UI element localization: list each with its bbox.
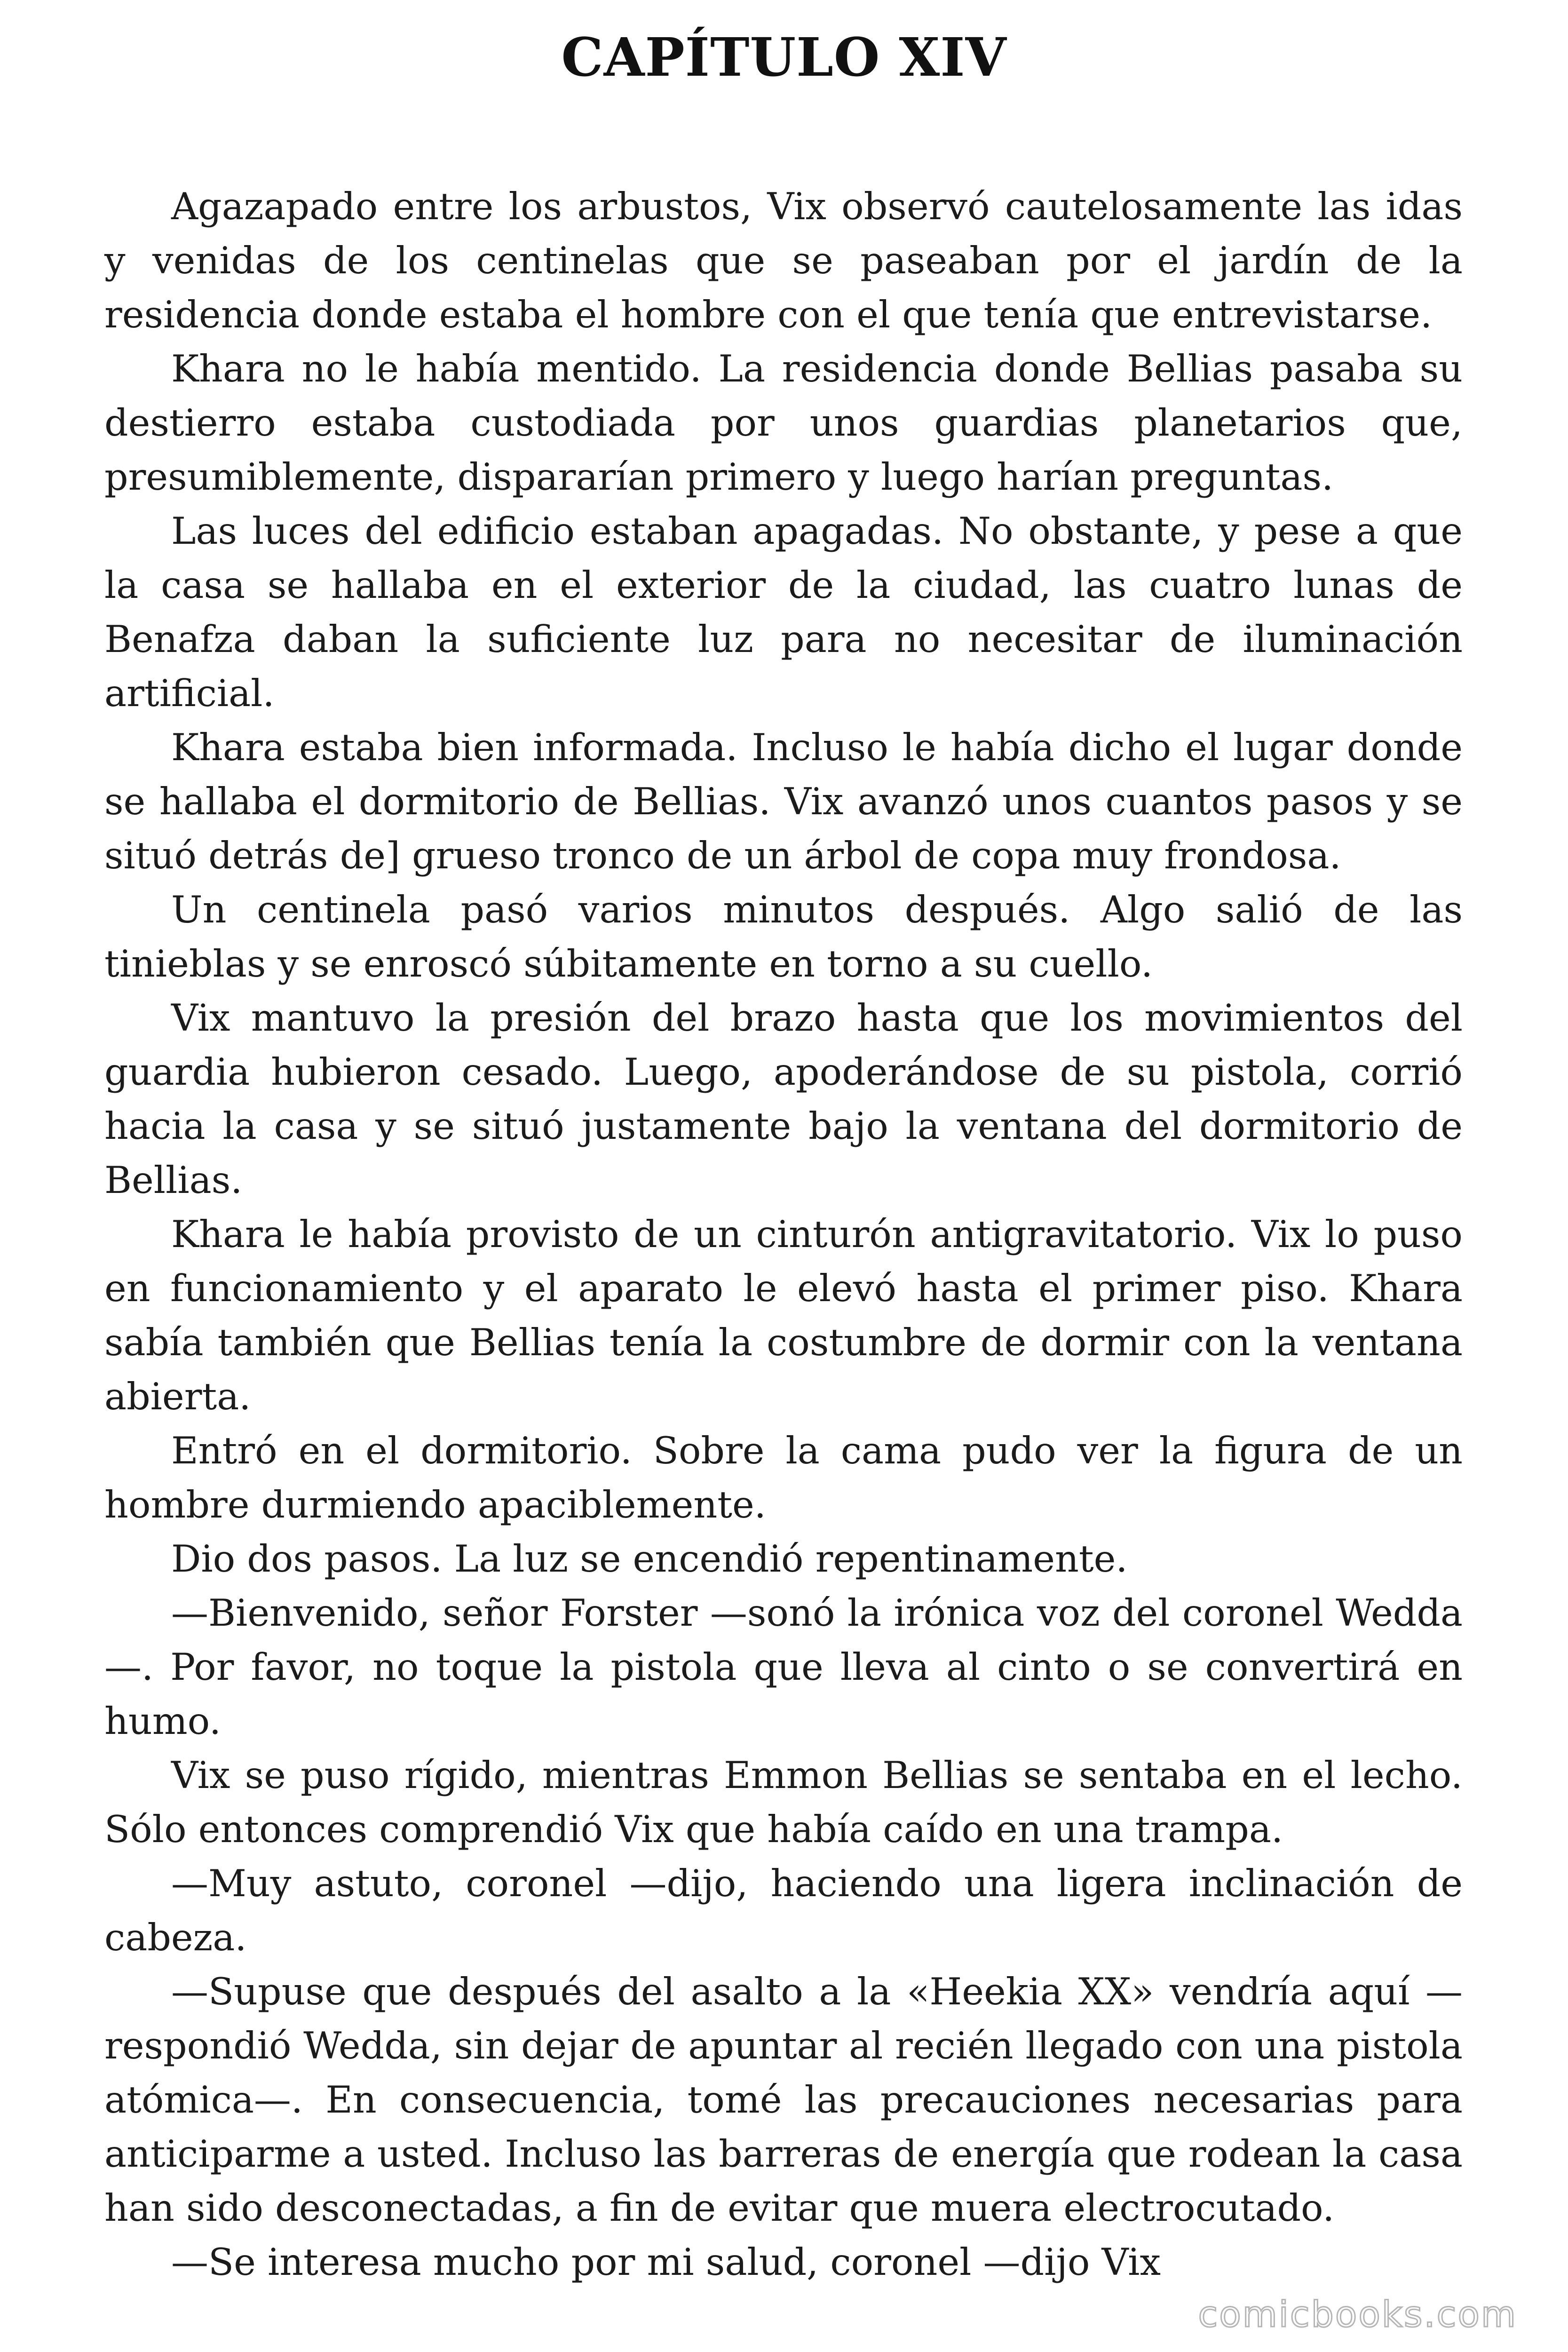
paragraph: Las luces del edificio estaban apagadas. No obstante, y pese a que la casa se hallaba en el exterior de la ciudad, las cuatro lunas de Benafza daban la suficiente luz para no necesitar de iluminación artificial. [104,509,1463,715]
paragraph: —Bienvenido, señor Forster —sonó la irónica voz del coronel Wedda—. Por favor, no toque la pistola que lleva al cinto o se convertirá en humo. [104,1591,1463,1743]
paragraph: —Se interesa mucho por mi salud, coronel —dijo Vix [171,2241,1161,2284]
paragraph: Dio dos pasos. La luz se encendió repentinamente. [171,1537,1128,1581]
paragraph: Khara estaba bien informada. Incluso le había dicho el lugar donde se hallaba el dormitorio de Bellias. Vix avanzó unos cuantos pasos y se situó detrás de] grueso tronco de un árbol de copa muy frondosa. [104,726,1463,877]
paragraph: Vix se puso rígido, mientras Emmon Bellias se sentaba en el lecho. Sólo entonces comprendió Vix que había caído en una trampa. [104,1754,1463,1851]
paragraph: Khara no le había mentido. La residencia donde Bellias pasaba su destierro estaba custodiada por unos guardias planetarios que, presumiblemente, dispararían primero y luego harían preguntas. [104,347,1463,499]
chapter-body [104,180,1463,2289]
paragraph: Khara le había provisto de un cinturón antigravitatorio. Vix lo puso en funcionamiento y el aparato le elevó hasta el primer piso. Khara sabía también que Bellias tenía la costumbre de dormir con la ventana abierta. [104,1213,1463,1418]
paragraph: —Muy astuto, coronel —dijo, haciendo una ligera inclinación de cabeza. [104,1862,1463,1959]
paragraph: —Supuse que después del asalto a la «Heekia XX» vendría aquí — respondió Wedda, sin dejar de apuntar al recién llegado con una pistola atómica—. En consecuencia, tomé las precauciones necesarias para anticiparme a usted. Incluso las barreras de energía que rodean la casa han sido desconectadas, a fin de evitar que muera electrocutado. [104,1970,1463,2230]
paragraph: Entró en el dormitorio. Sobre la cama pudo ver la figura de un hombre durmiendo apaciblemente. [104,1429,1463,1526]
chapter-title: CAPÍTULO XIV [561,27,1007,88]
watermark: comicbooks.com [1198,2293,1517,2335]
paragraph: Un centinela pasó varios minutos después. Algo salió de las tinieblas y se enroscó súbitamente en torno a su cuello. [104,888,1463,985]
paragraph: Agazapado entre los arbustos, Vix observó cautelosamente las idas y venidas de los centinelas que se paseaban por el jardín de la residencia donde estaba el hombre con el que tenía que entrevistarse. [104,185,1463,336]
paragraph: Vix mantuvo la presión del brazo hasta que los movimientos del guardia hubieron cesado. Luego, apoderándose de su pistola, corrió hacia la casa y se situó justamente bajo la ventana del dormitorio de Bellias. [104,996,1463,1202]
